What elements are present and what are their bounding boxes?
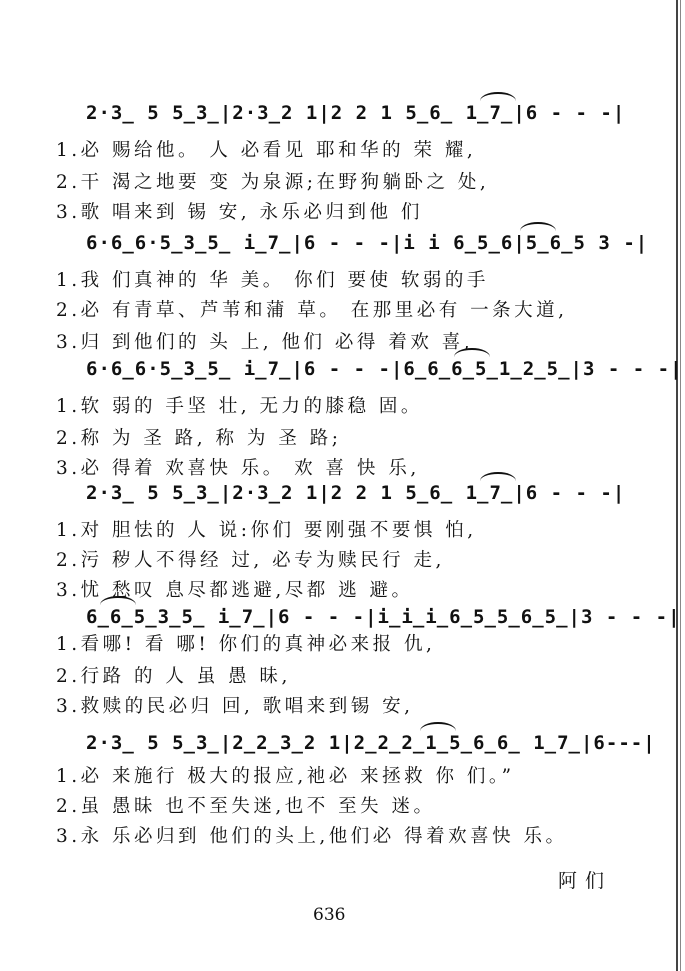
slur-mark [100, 596, 136, 614]
lyric-verse-2: 2.称 为 圣 路, 称 为 圣 路; [56, 428, 342, 449]
page-edge [676, 0, 678, 971]
lyric-verse-3: 3.归 到他们的 头 上, 他们 必得 着欢 喜, [56, 332, 474, 353]
notation-line: 6̲6̲5̲3̲5̲ i̲7̲|6 - - -|i̲i̲i̲6̲5̲5̲6̲5̲|3 - - -| [86, 606, 681, 628]
page-edge-shadow [680, 0, 681, 971]
lyric-verse-2: 2.行路 的 人 虽 愚 昧, [56, 666, 291, 687]
notation-line: 6·6̲6·5̲3̲5̲ i̲7̲|6 - - -|6̲6̲6̲5̲1̲2̲5̲|3 - - -| [86, 358, 683, 380]
lyric-verse-3: 3.必 得着 欢喜快 乐。 欢 喜 快 乐, [56, 458, 420, 479]
lyric-verse-3: 3.救赎的民必归 回, 歌唱来到锡 安, [56, 696, 414, 717]
lyric-verse-2: 2.虽 愚昧 也不至失迷,也不 至失 迷。 [56, 796, 436, 817]
notation-line: 2·3̲ 5 5̲3̲|2·3̲2 1|2 2 1 5̲6̲ 1̲7̲|6 - - -| [86, 482, 626, 504]
slur-mark [480, 92, 516, 110]
lyric-verse-1: 1.必 来施行 极大的报应,祂必 来拯救 你 们。” [56, 766, 515, 787]
lyric-verse-2: 2.干 渴之地要 变 为泉源;在野狗躺卧之 处, [56, 172, 490, 193]
lyric-verse-1: 1.看哪! 看 哪! 你们的真神必来报 仇, [56, 634, 436, 655]
slur-mark [454, 348, 490, 366]
lyric-verse-1: 1.必 赐给他。 人 必看见 耶和华的 荣 耀, [56, 140, 477, 161]
slur-mark [520, 222, 556, 240]
lyric-verse-3: 3.永 乐必归到 他们的头上,他们必 得着欢喜快 乐。 [56, 826, 568, 847]
lyric-verse-2: 2.污 秽人不得经 过, 必专为赎民行 走, [56, 550, 445, 571]
lyric-verse-2: 2.必 有青草、芦苇和蒲 草。 在那里必有 一条大道, [56, 300, 568, 321]
notation-line: 6·6̲6·5̲3̲5̲ i̲7̲|6 - - -|i i 6̲5̲6|5̲6̲5 3 -| [86, 232, 649, 254]
slur-mark [420, 722, 456, 740]
lyric-verse-3: 3.歌 唱来到 锡 安, 永乐必归到他 们 [56, 202, 423, 223]
lyric-verse-1: 1.软 弱的 手坚 壮, 无力的膝稳 固。 [56, 396, 423, 417]
amen-ending: 阿们 [558, 870, 613, 892]
lyric-verse-1: 1.我 们真神的 华 美。 你们 要使 软弱的手 [56, 270, 489, 291]
notation-line: 2·3̲ 5 5̲3̲|2·3̲2 1|2 2 1 5̲6̲ 1̲7̲|6 - - -| [86, 102, 626, 124]
lyric-verse-1: 1.对 胆怯的 人 说:你们 要刚强不要惧 怕, [56, 520, 477, 541]
lyric-verse-3: 3.忧 愁叹 息尽都逃避,尽都 逃 避。 [56, 580, 414, 601]
page-number: 636 [313, 905, 346, 925]
slur-mark [480, 472, 516, 490]
notation-line: 2·3̲ 5 5̲3̲|2̲2̲3̲2 1|2̲2̲2̲1̲5̲6̲6̲ 1̲7̲|6---| [86, 732, 656, 754]
